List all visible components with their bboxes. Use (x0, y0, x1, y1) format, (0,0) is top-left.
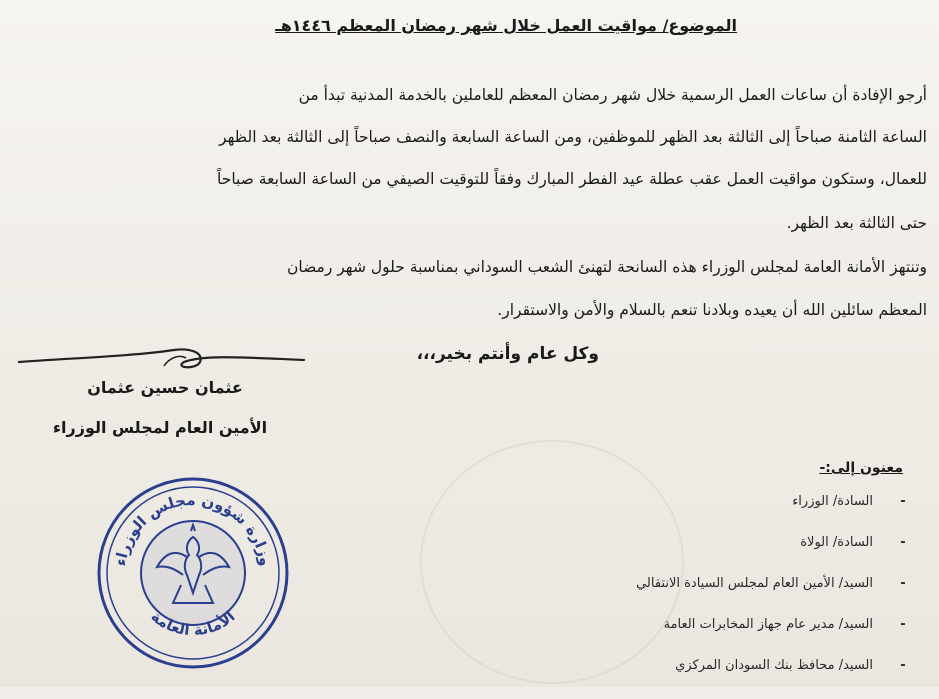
paragraph-2-line-1: وتنتهز الأمانة العامة لمجلس الوزراء هذه السانحة لتهنئ الشعب السوداني بمناسبة حلول شهر رمضان (286, 258, 927, 276)
list-dash: - (900, 617, 906, 632)
list-item (636, 494, 917, 535)
paragraph-1-line-3: للعمال، وستكون مواقيت العمل عقب عطلة عيد الفطر المبارك وفقاً للتوقيت الصيفي من الساعة السابعة صباحاً (217, 170, 927, 188)
paragraph-1-line-1: أرجو الإفادة أن ساعات العمل الرسمية خلال شهر رمضان المعظم للعاملين بالخدمة المدنية تبدأ من (298, 86, 927, 104)
official-stamp (95, 475, 291, 671)
list-dash: - (900, 494, 906, 509)
list-item (636, 535, 917, 576)
stamp-text-top: وزارة شؤون مجلس الوزراء (111, 490, 275, 568)
recipient-label: السيد/ الأمين العام لمجلس السيادة الانتقالي (636, 576, 873, 591)
list-item (636, 658, 917, 699)
list-item (636, 617, 917, 658)
list-dash: - (900, 658, 906, 673)
subject-line: الموضوع/ مواقيت العمل خلال شهر رمضان المعظم ١٤٤٦هـ (275, 16, 737, 35)
closing-greeting: وكل عام وأنتم بخير،،، (416, 344, 599, 364)
paragraph-1-line-2: الساعة الثامنة صباحاً إلى الثالثة بعد الظهر للموظفين، ومن الساعة السابعة والنصف صباحاً إلى الثالثة بعد الظهر (219, 128, 927, 146)
signatory-name: عثمان حسين عثمان (87, 378, 243, 397)
copies-heading: معنون إلى:- (819, 460, 903, 476)
signatory-title: الأمين العام لمجلس الوزراء (52, 418, 268, 437)
recipient-label: السيد/ محافظ بنك السودان المركزي (675, 658, 873, 673)
list-item (636, 576, 917, 617)
paragraph-2-line-2: المعظم سائلين الله أن يعيده وبلادنا تنعم بالسلام والأمن والاستقرار. (497, 301, 927, 319)
list-dash: - (900, 535, 906, 550)
recipient-label: السيد/ مدير عام جهاز المخابرات العامة (663, 617, 873, 632)
list-dash: - (900, 576, 906, 591)
paragraph-1-line-4: حتى الثالثة بعد الظهر. (786, 214, 927, 232)
signature-scribble (14, 340, 314, 380)
copies-list (636, 494, 917, 699)
recipient-label: السادة/ الولاة (800, 535, 873, 550)
recipient-label: السادة/ الوزراء (792, 494, 873, 509)
stamp-text-bottom: الأمانة العامة (147, 607, 239, 640)
